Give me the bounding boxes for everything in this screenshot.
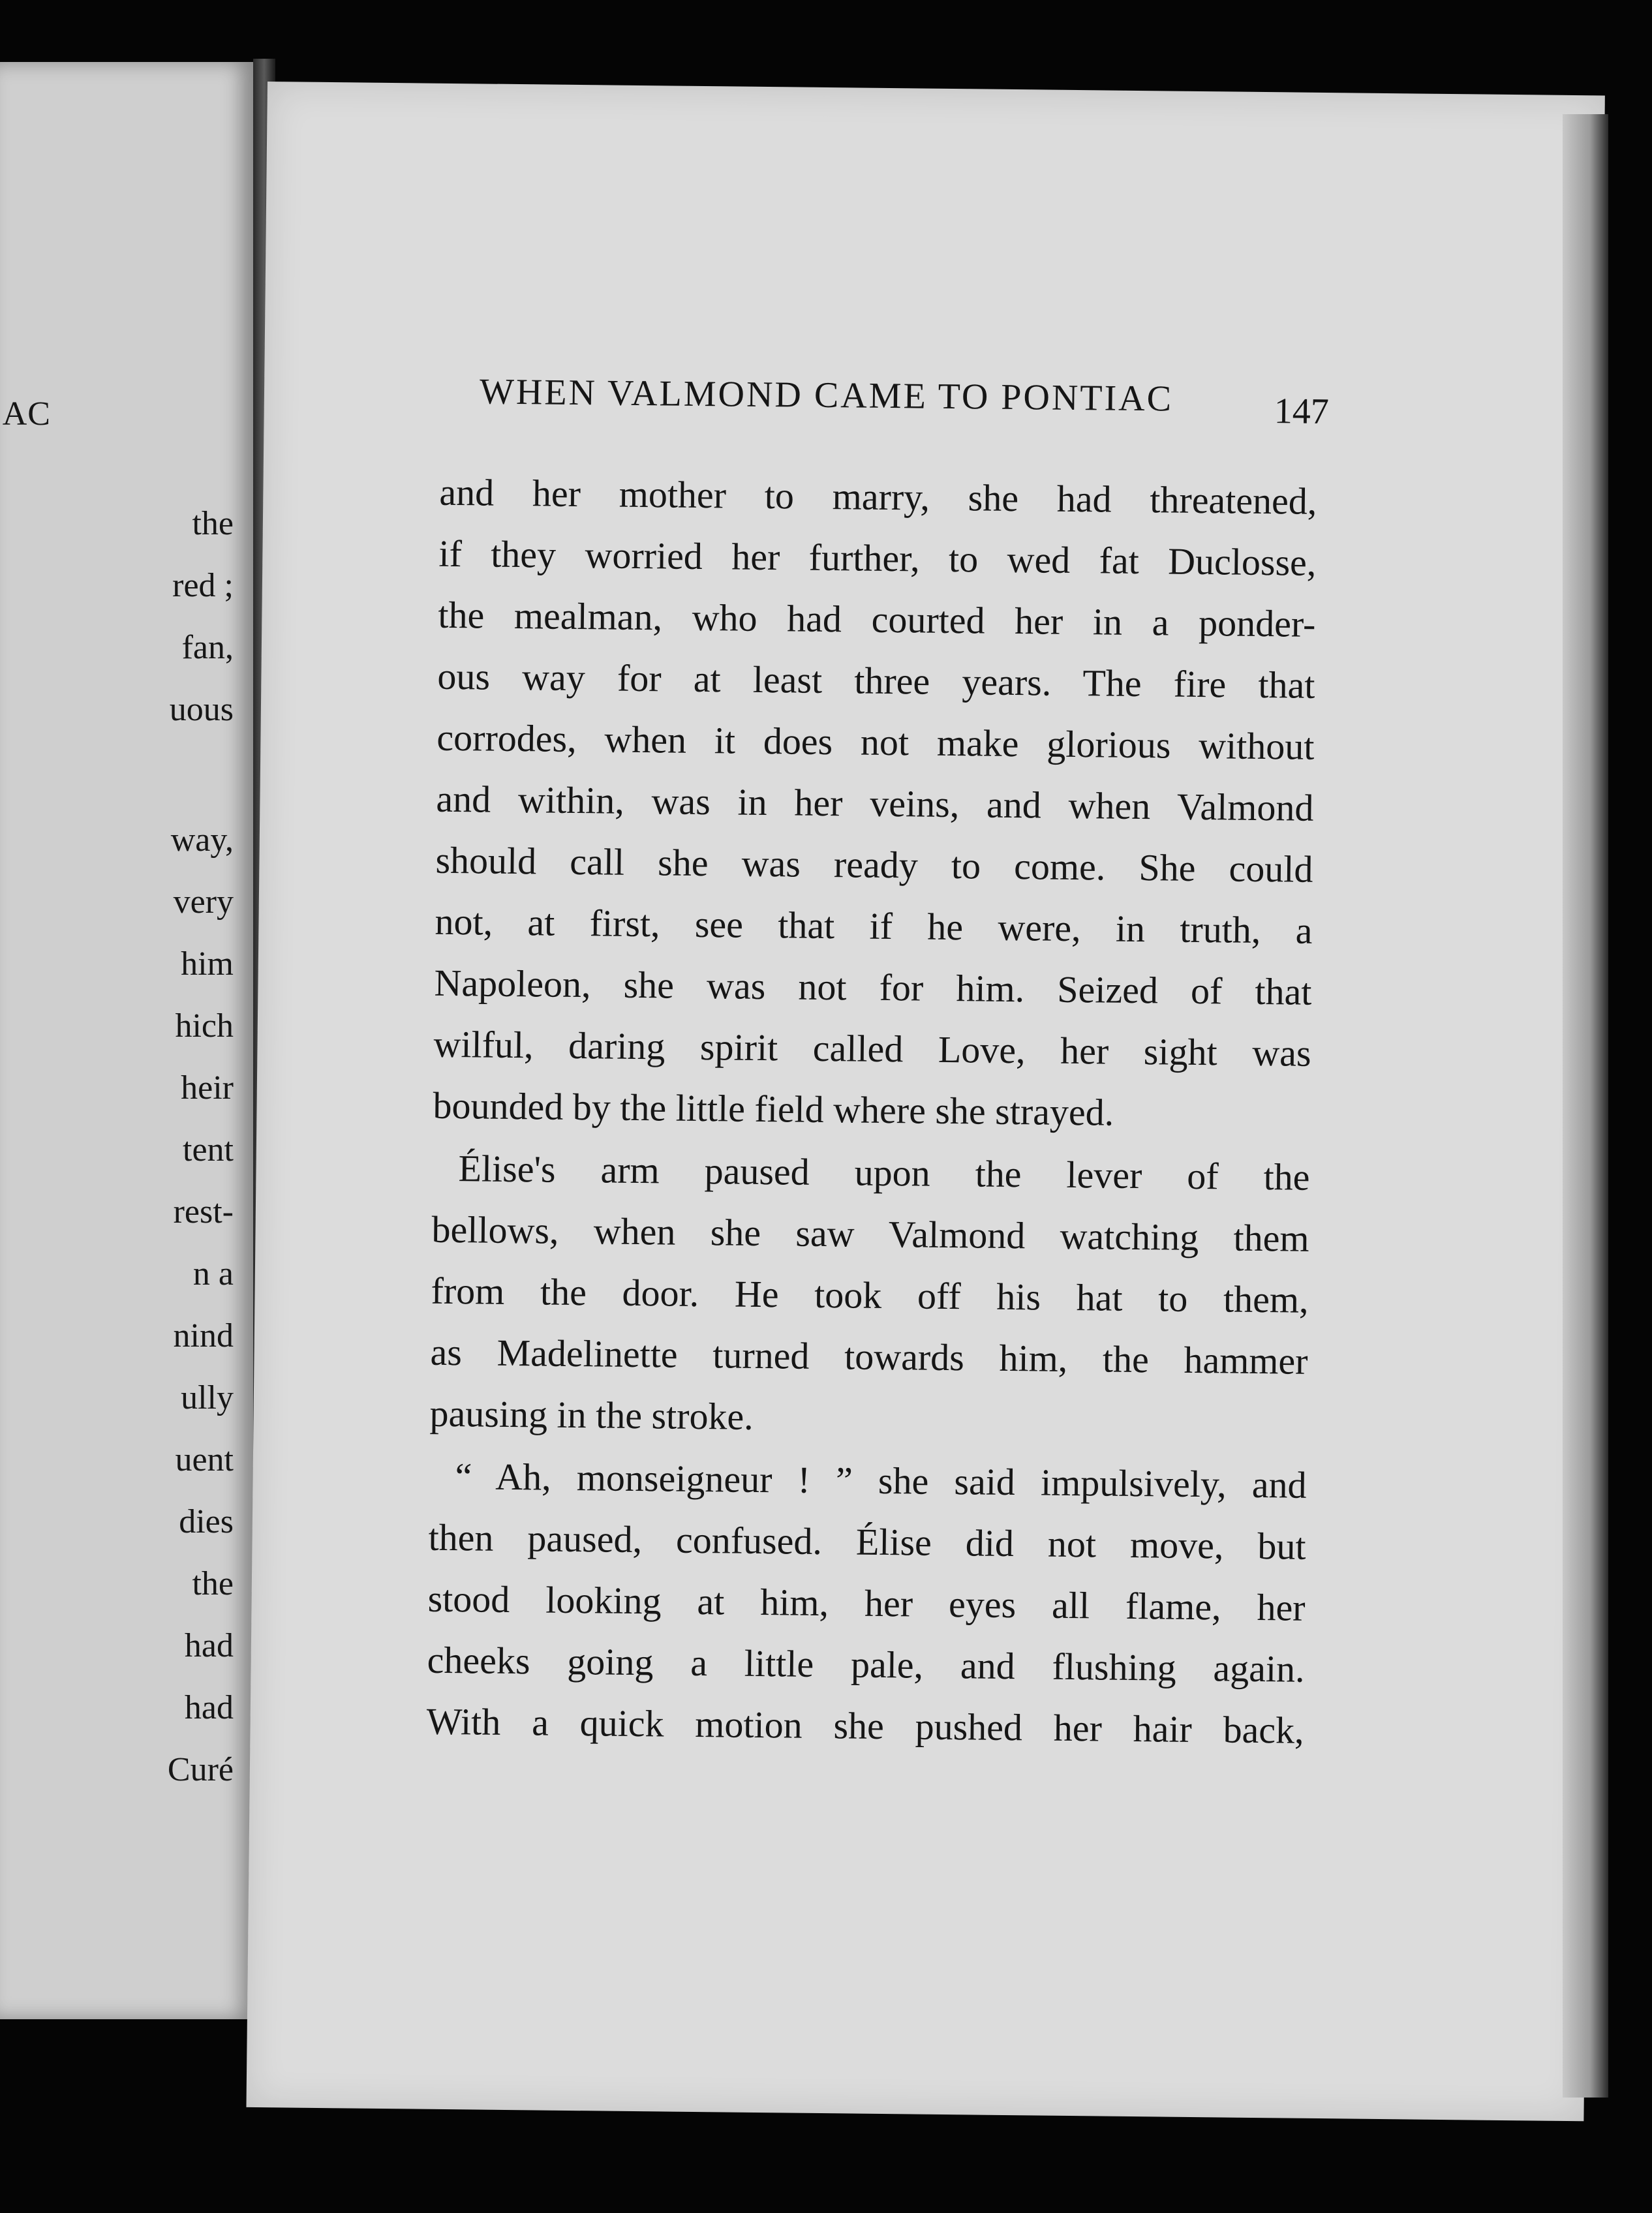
left-line-15: ully (181, 1379, 234, 1416)
left-line-7: very (173, 883, 234, 921)
left-line-14: nind (173, 1317, 234, 1354)
left-line-8: him (181, 945, 234, 983)
left-line-17: dies (179, 1503, 234, 1540)
text-line: not, at first, see that if he were, in truth, a (435, 900, 1313, 952)
text-line: cheeks going a little pale, and flushing again. (427, 1638, 1305, 1690)
text-line: pausing in the stroke. (429, 1392, 754, 1438)
text-line: should call she was ready to come. She could (435, 838, 1313, 891)
left-line-19: had (184, 1627, 234, 1664)
left-line-3: fan, (181, 629, 234, 666)
left-line-13: n a (192, 1255, 234, 1292)
left-line-12: rest- (173, 1193, 234, 1230)
left-line-9: hich (175, 1007, 234, 1045)
left-line-20: had (184, 1689, 234, 1726)
text-line: bellows, when she saw Valmond watching them (431, 1208, 1309, 1260)
text-line: as Madelinette turned towards him, the hammer (430, 1330, 1308, 1382)
text-line: bounded by the little field where she strayed. (433, 1084, 1114, 1134)
text-line: and her mother to marry, she had threatened, (439, 470, 1317, 523)
text-line: “ Ah, monseigneur ! ” she said impulsively, and (455, 1455, 1307, 1506)
left-line-6: way, (170, 821, 234, 859)
text-line: Élise's arm paused upon the lever of the (458, 1147, 1310, 1198)
right-page (246, 82, 1604, 2121)
left-line-11: tent (183, 1131, 234, 1168)
text-line: corrodes, when it does not make glorious without (436, 716, 1315, 768)
left-line-18: the (192, 1565, 234, 1602)
page-number: 147 (1274, 391, 1330, 433)
text-line: wilful, daring spirit called Love, her sight was (433, 1022, 1311, 1075)
left-line-16: uent (175, 1441, 234, 1478)
body-text (426, 462, 1317, 1762)
left-line-4: uous (169, 691, 234, 728)
text-line: ous way for at least three years. The fire that (437, 654, 1315, 707)
left-line-21: Curé (167, 1751, 234, 1788)
text-line: Napoleon, she was not for him. Seized of that (434, 961, 1312, 1013)
left-line-10: heir (181, 1069, 234, 1106)
left-line-1: the (192, 505, 234, 542)
text-line: With a quick motion she pushed her hair back, (426, 1700, 1304, 1752)
text-line: from the door. He took off his hat to them, (431, 1269, 1309, 1321)
text-line: then paused, confused. Élise did not move, but (428, 1516, 1306, 1568)
running-head: WHEN VALMOND CAME TO PONTIAC (479, 371, 1174, 420)
text-line: stood looking at him, her eyes all flame, her (427, 1577, 1306, 1629)
left-page-header: AC (2, 395, 51, 433)
text-line: and within, was in her veins, and when Valmond (436, 777, 1314, 829)
page-edge-shadow (1563, 114, 1608, 2098)
left-line-2: red ; (172, 567, 234, 604)
left-page (0, 62, 253, 2019)
text-line: if they worried her further, to wed fat Duclosse, (438, 532, 1317, 584)
text-line: the mealman, who had courted her in a ponder- (438, 593, 1316, 645)
